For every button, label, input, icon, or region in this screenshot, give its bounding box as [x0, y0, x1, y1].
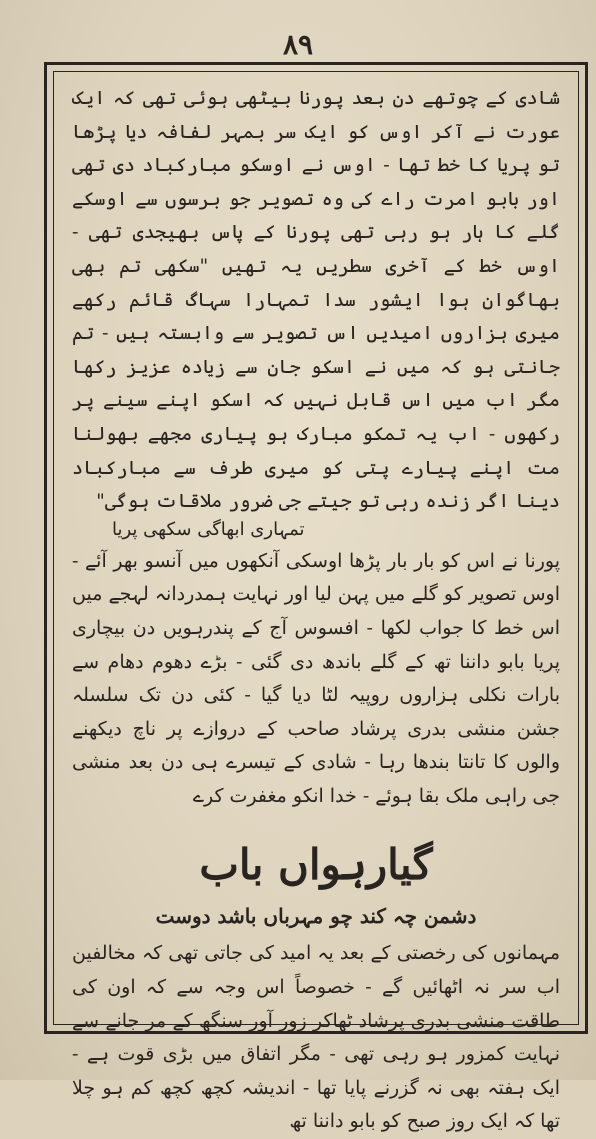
page-border-outer [44, 62, 588, 1133]
paragraph-chapter-start: مہمانوں کی رخصتی کے بعد یہ امید کی جاتی تھی کہ مخالفین اب سر نہ اٹھائیں گے - خصوصاً اس وجہ سے کہ اون کی طاقت منشی بدری پرشاد ٹھاکر زور آور سنگھ کے مر جانے سے نہایت کمزور ہو رہی تھی - مگر اتفاق میں بڑی قوت ہے - ایک ہفتہ بھی نہ گزرنے پایا تھا - اندیشہ کچھ کچھ کم ہو چلا تھا کہ ایک روز صبح کو بابو داننا تھ [72, 942, 560, 1133]
letter-signature: تمہاری ابھاگی سکھی پریا [112, 518, 305, 540]
page-number: ۸۹ [282, 28, 314, 61]
chapter-epigraph: دشمن چہ کند چو مہرباں باشد دوست [155, 904, 477, 929]
page-content [72, 82, 560, 1133]
chapter-heading: گیارہواں باب [199, 840, 433, 890]
paragraph-letter: شادی کے چوتھے دن بعد پورنا بیٹھی ہوئی تھی کہ ایک عورت نے آکر اوس کو ایک سر بمہر لفافہ دیا پڑھا تو پریا کا خط تھا - اوس نے اوسکو مبارکباد دی تھی اور بابو امرت راے کی وہ تصویر جو برسوں سے اوسکے گلے کا ہار ہو رہی تھی پورنا کے پاس بھیجدی تھی - اوس خط کے آخری سطریں یہ تھیں "سکھی تم بھی بھاگوان ہوا ایشور سدا تمہارا سہاگ قائم رکھے میری ہزاروں امیدیں اس تصویر سے وابستہ ہیں - تم جانتی ہو کہ میں نے اسکو جان سے زیادہ عزیز رکھا مگر اب میں اس قابل نہیں کہ اسکو اپنے سینے پر رکھوں - اب یہ تمکو مبارک ہو پیاری مجھے بھولنا مت اپنے پیارے پتی کو میری طرف سے مبارکباد دینا اگر زندہ رہی تو جیتے جی ضرور ملاقات ہوگی" [72, 87, 560, 513]
page-border-inner [53, 71, 579, 1133]
paragraph-wedding: پورنا نے اس کو بار بار پڑھا اوسکی آنکھوں میں آنسو بھر آئے - اوس تصویر کو گلے میں پہن لیا اور نہایت ہمدردانہ لہجے میں اس خط کا جواب لکھا - افسوس آج کے پندرہویں دن بیچاری پریا بابو داننا تھ کے گلے باندھ دی گئی - بڑے دھوم دھام سے بارات نکلی ہزاروں روپیہ لٹا دیا گیا - کئی دن تک سلسلہ جشن منشی بدری پرشاد صاحب کے دروازے پر ناچ دیکھنے والوں کا تانتا بندھا رہا - شادی کے تیسرے ہی دن بعد منشی جی راہی ملک بقا ہوئے - خدا انکو مغفرت کرے [72, 549, 560, 807]
